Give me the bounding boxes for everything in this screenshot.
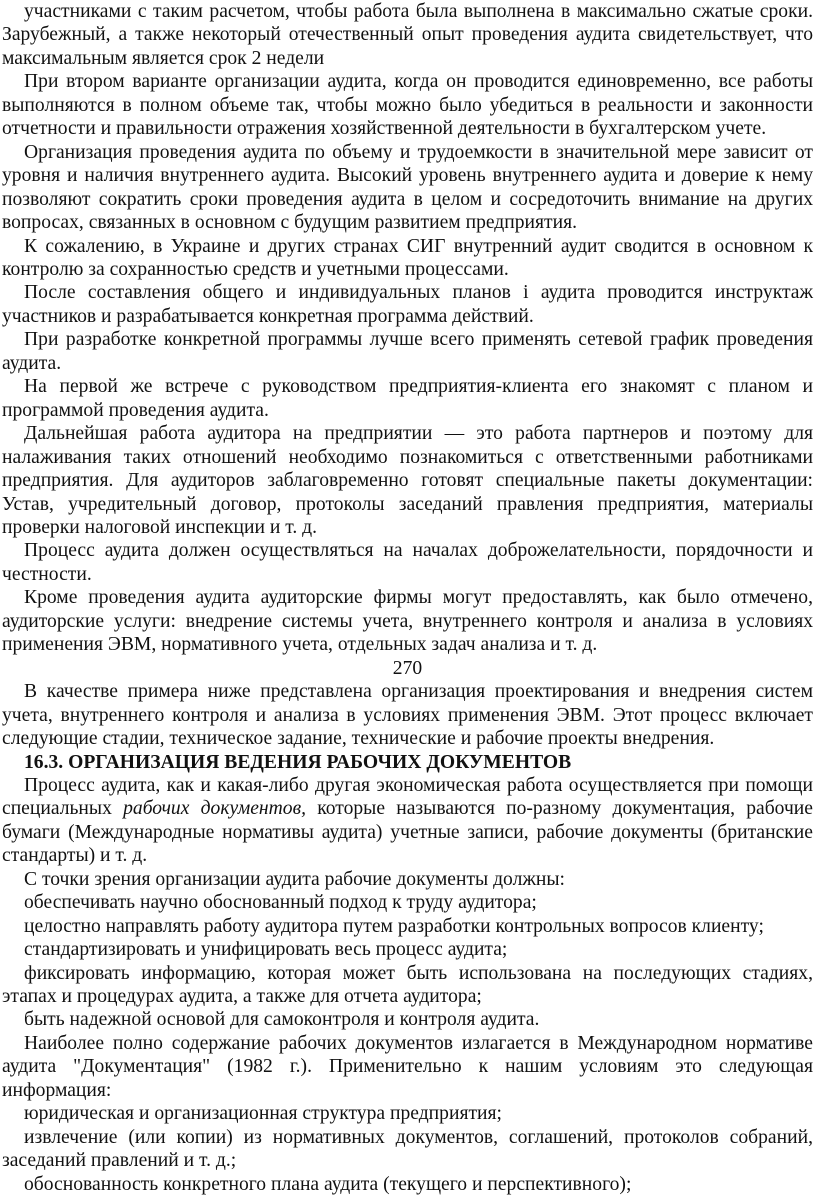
list-item: стандартизировать и унифицировать весь процесс аудита; (24, 939, 508, 961)
paragraph-documentation-standard: Наиболее полно содержание рабочих документов излагается в Международном нормативе аудита "Документация" (1982 г.). Применительно к нашим условиям это следующая информация: (2, 1032, 813, 1101)
list-item: фиксировать информацию, которая может быть использована на последующих стадиях, этапах и процедурах аудита, а также для отчета аудитора; (2, 962, 813, 1008)
paragraph-internal-audit: К сожалению, в Украине и других странах СИГ внутренний аудит сводится в основном к контролю за сохранностью средств и учетными процессами. (2, 235, 813, 280)
paragraph-requirements-lead: С точки зрения организации аудита рабочие документы должны: (24, 868, 565, 890)
intro-italic-term: рабочих документов, (123, 798, 306, 820)
list-item: юридическая и организационная структура предприятия; (24, 1103, 502, 1125)
paragraph-second-variant: При втором варианте организации аудита, когда он проводится единовременно, все работы выполняются в полном объеме так, чтобы можно было убедиться в реальности и законности отчетности и правильности отражения хозяйственной деятельности в бухгалтерском учете. (2, 71, 813, 140)
paragraph-network-schedule: При разработке конкретной программы лучше всего применять сетевой график проведения аудита. (2, 329, 813, 374)
list-item: целостно направлять работу аудитора путем разработки контрольных вопросов клиенту; (24, 915, 764, 937)
paragraph-continuation: участниками с таким расчетом, чтобы работа была выполнена в максимально сжатые сроки. Зарубежный, а также некоторый отечественный опыт проведения аудита свидетельствует, что максимальным является срок 2 недели (2, 1, 813, 69)
list-item: извлечение (или копии) из нормативных документов, соглашений, протоколов собраний, заседаний правлений и т. д.; (2, 1126, 813, 1172)
paragraph-further-work: Дальнейшая работа аудитора на предприятии — это работа партнеров и поэтому для налаживания таких отношений необходимо познакомиться с ответственными работниками предприятия. Для аудиторов заблаговременно готовят специальные пакеты документации: Устав, учредительный договор, протоколы заседаний правления предприятия, материалы проверки налоговой инспекции и т. д. (2, 423, 813, 538)
intro-text-end: которые называются по-разному документация, рабочие бумаги (Международные нормативы аудита) учетные записи, рабочие документы (британские стандарты) и т. д. (2, 798, 813, 867)
paragraph-first-meeting: На первой же встрече с руководством предприятия-клиента его знакомят с планом и программой проведения аудита. (2, 376, 813, 421)
section-heading: 16.3. ОРГАНИЗАЦИЯ ВЕДЕНИЯ РАБОЧИХ ДОКУМЕНТОВ (24, 751, 572, 773)
list-item: быть надежной основой для самоконтроля и контроля аудита. (24, 1009, 540, 1031)
list-item: обоснованность конкретного плана аудита (текущего и перспективного); (24, 1173, 632, 1195)
paragraph-working-documents-intro (2, 774, 813, 868)
paragraph-audit-services: Кроме проведения аудита аудиторские фирмы могут предоставлять, как было отмечено, аудиторские услуги: внедрение системы учета, внутреннего контроля и анализа в условиях применения ЭВМ, нормативного учета, отдельных задач анализа и т. д. (2, 587, 813, 656)
paragraph-plans: После составления общего и индивидуальных планов і аудита проводится инструктаж участников и разрабатывается конкретная программа действий. (2, 282, 813, 327)
page-number: 270 (392, 657, 423, 679)
paragraph-example: В качестве примера ниже представлена организация проектирования и внедрения систем учета, внутреннего контроля и анализа в условиях применения ЭВМ. Этот процесс включает следующие стадии, техническое задание, технические и рабочие проекты внедрения. (2, 681, 813, 750)
paragraph-process-principles: Процесс аудита должен осуществляться на началах доброжелательности, порядочности и честности. (2, 540, 813, 585)
intro-text-start: Процесс аудита, как и какая-либо другая экономическая работа осуществляется при помощи специальных (2, 774, 813, 820)
paragraph-audit-organization: Организация проведения аудита по объему и трудоемкости в значительной мере зависит от уровня и наличия внутреннего аудита. Высокий уровень внутреннего аудита и доверие к нему позволяют сократить сроки проведения аудита в целом и сосредоточить внимание на других вопросах, связанных в основном с будущим развитием предприятия. (2, 141, 813, 234)
list-item: обеспечивать научно обоснованный подход к труду аудитора; (24, 892, 537, 914)
